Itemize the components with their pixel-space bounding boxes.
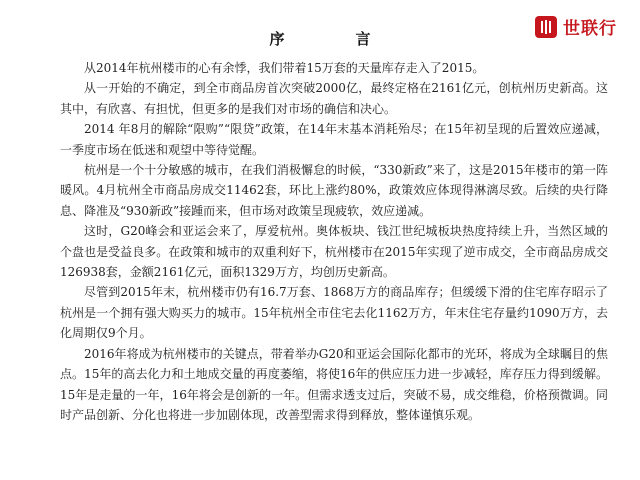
paragraph: 这时，G20峰会和亚运会来了，厚爱杭州。奥体板块、钱江世纪城板块热度持续上升，当然区域的个盘也是受益良多。在政策和城市的双重利好下，杭州楼市在2015年实现了逆市成交，全市商品房成交126938套，金额2161亿元，面积1329万方，均创历史新高。 bbox=[60, 224, 608, 280]
paragraph: 杭州是一个十分敏感的城市，在我们消极懈怠的时候，“330新政”来了，这是2015年楼市的第一阵暖风。4月杭州全市商品房成交11462套，环比上涨约80%，政策效应体现得淋漓尽致。后续的央行降息、降准及“930新政”接踵而来，但市场对政策呈现疲软，效应递减。 bbox=[60, 163, 608, 218]
preface-body bbox=[60, 58, 608, 425]
paragraph: 从2014年杭州楼市的心有余悸，我们带着15万套的天量库存走入了2015。 bbox=[84, 61, 485, 75]
company-logo bbox=[535, 14, 617, 39]
paragraph: 尽管到2015年末，杭州楼市仍有16.7万套、1868万方的商品库存；但缓缓下滑的住宅库存昭示了杭州是一个拥有强大购买力的城市。15年杭州全市住宅去化1162万方，年末住宅存量约1090万方，去化周期仅9个月。 bbox=[60, 285, 608, 341]
page-header bbox=[0, 0, 640, 60]
paragraph: 2014 年8月的解除“限购”“限贷”政策，在14年末基本消耗殆尽；在15年初呈现的后置效应递减，一季度市场在低迷和观望中等待觉醒。 bbox=[60, 122, 608, 157]
page-title: 序 言 bbox=[269, 30, 399, 48]
logo-mark-icon bbox=[535, 16, 557, 38]
paragraph: 从一开始的不确定，到全市商品房首次突破2000亿，最终定格在2161亿元，创杭州历史新高。这其中，有欣喜、有担忧，但更多的是我们对市场的确信和决心。 bbox=[60, 81, 608, 116]
paragraph: 2016年将成为杭州楼市的关键点，带着举办G20和亚运会国际化都市的光环，将成为全球瞩目的焦点。15年的高去化力和土地成交量的再度萎缩，将使16年的供应压力进一步减轻，库存压力得到缓解。15年是走量的一年，16年将会是创新的一年。但需求透支过后，突破不易，成交维稳，价格预微调。同时产品创新、分化也将进一步加剧体现，改善型需求得到释放，整体谨慎乐观。 bbox=[60, 346, 608, 422]
logo-text: 世联行 bbox=[563, 19, 617, 39]
